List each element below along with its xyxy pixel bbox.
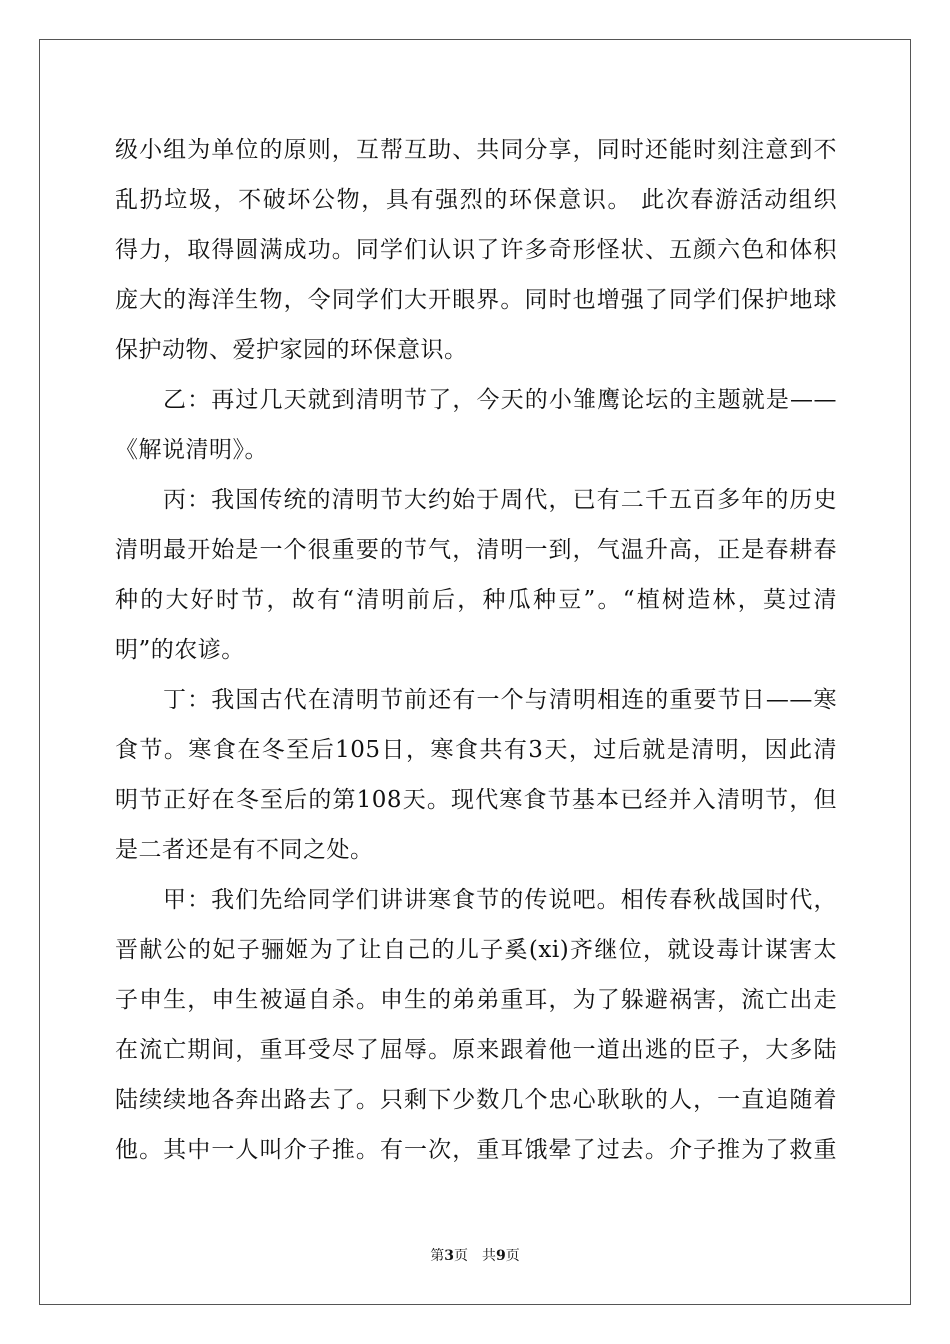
text-line: 晋献公的妃子骊姬为了让自己的儿子奚(xi)齐继位，就设毒计谋害太 — [115, 937, 837, 963]
text-line: 级小组为单位的原则，互帮互助、共同分享，同时还能时刻注意到不 — [115, 137, 837, 163]
text-line: 在流亡期间，重耳受尽了屈辱。原来跟着他一道出逃的臣子，大多陆 — [115, 1037, 837, 1063]
text-line: 是二者还是有不同之处。 — [115, 837, 374, 863]
page-footer — [0, 1246, 950, 1266]
paragraph-start-line: 甲：我们先给同学们讲讲寒食节的传说吧。相传春秋战国时代， — [163, 887, 837, 913]
text-line: 《解说清明》。 — [115, 437, 268, 463]
text-line: 明节正好在冬至后的第108天。现代寒食节基本已经并入清明节，但 — [115, 787, 837, 813]
paragraph-start-line: 乙：再过几天就到清明节了，今天的小雏鹰论坛的主题就是—— — [163, 387, 837, 413]
text-line: 种的大好时节，故有“清明前后，种瓜种豆”。“植树造林，莫过清 — [115, 587, 837, 613]
paragraph-start-line: 丁：我国古代在清明节前还有一个与清明相连的重要节日——寒 — [163, 687, 837, 713]
total-page-count: 9 — [496, 1248, 506, 1264]
total-pages-prefix: 共 — [482, 1248, 496, 1264]
page-number-unit: 页 — [454, 1248, 468, 1264]
paragraph-start-line: 丙：我国传统的清明节大约始于周代，已有二千五百多年的历史 — [163, 487, 837, 513]
total-pages-unit: 页 — [505, 1248, 520, 1264]
text-line: 得力，取得圆满成功。同学们认识了许多奇形怪状、五颜六色和体积 — [115, 237, 837, 263]
text-line: 庞大的海洋生物，令同学们大开眼界。同时也增强了同学们保护地球 — [115, 287, 837, 313]
document-body — [115, 125, 837, 1175]
current-page-number: 3 — [444, 1248, 454, 1264]
text-line: 明”的农谚。 — [115, 637, 245, 663]
text-line: 子申生，申生被逼自杀。申生的弟弟重耳，为了躲避祸害，流亡出走 — [115, 987, 837, 1013]
text-line: 他。其中一人叫介子推。有一次，重耳饿晕了过去。介子推为了救重 — [115, 1137, 837, 1163]
text-line: 清明最开始是一个很重要的节气，清明一到，气温升高，正是春耕春 — [115, 537, 837, 563]
text-line: 陆续续地各奔出路去了。只剩下少数几个忠心耿耿的人，一直追随着 — [115, 1087, 837, 1113]
text-line: 乱扔垃圾，不破坏公物，具有强烈的环保意识。 此次春游活动组织 — [115, 187, 837, 213]
text-line: 食节。寒食在冬至后105日，寒食共有3天，过后就是清明，因此清 — [115, 737, 837, 763]
page-number-prefix: 第 — [430, 1248, 445, 1264]
text-line: 保护动物、爱护家园的环保意识。 — [115, 337, 468, 363]
